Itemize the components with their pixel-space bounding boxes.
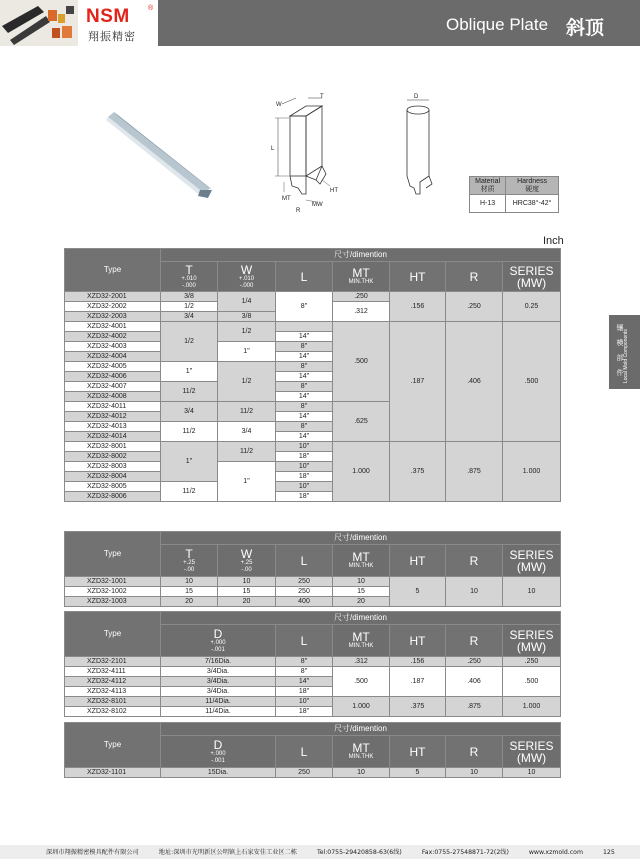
- type-header: Type: [65, 532, 161, 577]
- table-row: XZD32-1001: [65, 577, 161, 587]
- product-thumbnail-image: [0, 0, 78, 46]
- table-row: XZD32-4111: [65, 667, 161, 677]
- unit-label: Inch: [543, 235, 564, 247]
- material-value: H-13: [470, 195, 506, 213]
- table-row: XZD32-4006: [65, 372, 161, 382]
- dimention-header: 尺寸/dimention: [161, 612, 561, 625]
- square-plate-drawing: [275, 98, 330, 202]
- label-w: W: [276, 102, 282, 108]
- material-header: Material 材质: [470, 177, 506, 195]
- hardness-value: HRC38°-42°: [506, 195, 559, 213]
- table-row: XZD32-8004: [65, 472, 161, 482]
- table-row: XZD32-4113: [65, 687, 161, 697]
- table-row: XZD32-4112: [65, 677, 161, 687]
- label-mw: MW: [312, 202, 323, 208]
- table-row: XZD32-4003: [65, 342, 161, 352]
- material-table: [469, 176, 559, 213]
- table-row: XZD32-2001: [65, 292, 161, 302]
- table-row: XZD32-4011: [65, 402, 161, 412]
- page-header: [0, 0, 640, 46]
- label-l: L: [271, 146, 275, 152]
- footer-address: 地址:深圳市光明新区公明镇上石家安佳工业区二栋: [158, 849, 297, 856]
- table-row: XZD32-2002: [65, 302, 161, 312]
- side-tab-cn: 镶 模 部 件: [616, 324, 624, 377]
- table-row: XZD32-4005: [65, 362, 161, 372]
- table-row: XZD32-1002: [65, 587, 161, 597]
- dimention-header: 尺寸/dimention: [161, 249, 561, 262]
- page-title-cn: 斜顶: [566, 17, 605, 39]
- l-header: L: [276, 262, 333, 292]
- label-ht: HT: [330, 188, 338, 194]
- spec-table-round-inch: Type 尺寸/dimention D +.000 -.001 L MT MIN.THK HT R SERIES (MW) XZD32-2101 7/16Dia. 8" .312 .156 .250 .250 XZD32-4111 3/4Dia. 8" .500 .187 .406 .500 XZD32-4112 3/4Dia. 14" XZD32-4113 3/4Dia. 18" XZD32-8101 11/4Dia. 10" 1.000 .375 .875 1.000 XZD32-8102 11/4Dia. 18": [64, 611, 561, 717]
- oblique-plate-photo: [106, 112, 212, 198]
- spec-table-metric: Type 尺寸/dimention T +.25 -.00 W +.25 -.00 L MT MIN.THK HT R SERIES (MW) XZD32-1001 10 10 250 10 5 10 10 XZD32-1002 15 15 250 15 XZD32-1003 20 20 400 20: [64, 531, 561, 607]
- table-row: XZD32-4002: [65, 332, 161, 342]
- footer-website[interactable]: www.xzmold.com: [528, 849, 583, 856]
- type-header: Type: [65, 612, 161, 657]
- product-thumbnail-strip: [0, 0, 78, 46]
- round-plate-drawing: [407, 100, 432, 194]
- table-row: XZD32-8001: [65, 442, 161, 452]
- table-row: XZD32-4007: [65, 382, 161, 392]
- brand-name-cn: 翔振精密: [88, 30, 136, 43]
- footer-fax: Fax:0755-27548871-72(2线): [421, 849, 509, 856]
- w-tolerance: +.010 -.000: [238, 275, 255, 289]
- dimention-header: 尺寸/dimention: [161, 723, 561, 736]
- footer-page-number: 125: [602, 849, 615, 856]
- table-row: XZD32-1003: [65, 597, 161, 607]
- table-row: XZD32-4004: [65, 352, 161, 362]
- table-row: XZD32-4001: [65, 322, 161, 332]
- table-row: XZD32-4014: [65, 432, 161, 442]
- table-row: XZD32-2003: [65, 312, 161, 322]
- label-t: T: [320, 94, 324, 100]
- table-row: XZD32-8006: [65, 492, 161, 502]
- spec-table-round-metric: Type 尺寸/dimention D +.000 -.001 L MT MIN.THK HT R SERIES (MW) XZD32-1101 15Dia. 250 10 5 10 10: [64, 722, 561, 778]
- hardness-header: Hardness 硬度: [506, 177, 559, 195]
- label-r: R: [296, 208, 301, 214]
- section-side-tab: [609, 315, 640, 389]
- footer-tel: Tel:0755-29420858-63(6线): [316, 849, 402, 856]
- brand-logo: [78, 0, 158, 46]
- table-row: XZD32-8102: [65, 707, 161, 717]
- footer-text: [46, 847, 636, 856]
- table-row: XZD32-8005: [65, 482, 161, 492]
- label-d: D: [414, 94, 419, 100]
- t-tolerance: +.010 -.000: [181, 275, 197, 289]
- table-row: XZD32-8101: [65, 697, 161, 707]
- page-title: Oblique Plate: [446, 15, 549, 34]
- dimention-header: 尺寸/dimention: [161, 532, 561, 545]
- table-row: XZD32-8002: [65, 452, 161, 462]
- table-row: XZD32-8003: [65, 462, 161, 472]
- footer-company: 深圳市翔振精密模具配件有限公司: [46, 849, 139, 856]
- registered-mark: ®: [148, 5, 154, 12]
- ht-header: HT: [390, 262, 446, 292]
- type-header: Type: [65, 249, 161, 292]
- table-row: XZD32-4008: [65, 392, 161, 402]
- spec-table-inch: Type 尺寸/dimention T +.010 -.000 W +.010 -.000 L MT MIN.THK HT R SERIES (MW) XZD32-2001 3/8 1/4 8" .250 .156 .250 0.25 XZD32-2002 1/2 .312 XZD32-2003 3/4 3/8 XZD32-4001 1/2 1/2 .500 .187 .406 .500 XZD32-4002 14" XZD32-4003 1" 8" XZD32-4004 14" XZD32-4005 1" 1/2 8" XZD32-4006 14" XZD32-4007 11/2 8" XZD32-4008 14" XZD32-4011 3/4 11/2 8" .625 XZD32-4012 14" XZD32-4013 11/2 3/4 8" XZD32-4014 14" XZD32-8001 1" 11/2 10" 1.000 .375 .875 1.000 XZD32-8002 18" XZD32-8003 1" 10" XZD32-8004 18" XZD32-8005 11/2 10" XZD32-8006 18": [64, 248, 561, 502]
- table-row: XZD32-4013: [65, 422, 161, 432]
- brand-name: NSM: [86, 6, 130, 27]
- side-tab-en: Local Mold Components: [623, 329, 629, 383]
- table-row: XZD32-4012: [65, 412, 161, 422]
- r-header: R: [446, 262, 503, 292]
- label-mt: MT: [282, 196, 291, 202]
- type-header: Type: [65, 723, 161, 768]
- table-row: XZD32-1101: [65, 768, 161, 778]
- table-row: XZD32-2101: [65, 657, 161, 667]
